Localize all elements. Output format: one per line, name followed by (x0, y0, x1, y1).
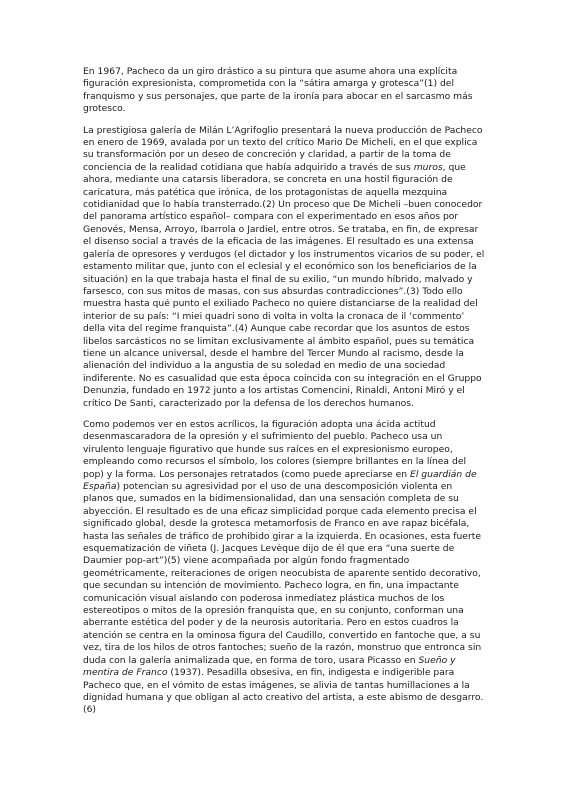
paragraph-2-italic-muros: muros (413, 161, 443, 173)
paragraph-3-text-a: Como podemos ver en estos acrílicos, la figuración adopta una ácida actitud desenmascaradora de la opresión y el sufrimiento del pueblo. Pacheco usa un virulento lenguaje figurativo que hunde sus raíces en el expresionismo europeo, empleando como recursos el símbolo, los colores (siempre brillantes en la línea del pop) y la forma. Los personajes retratados (como puede apreciarse en (83, 418, 467, 480)
paragraph-3 (83, 419, 485, 717)
paragraph-3-text-b: ) potencian su agresividad por el uso de una descomposición violenta en planos que, sumados en la bidimensionalidad, dan una sensación completa de su abyección. El resultado es de una eficaz simplicidad porque cada elemento precisa el significado global, desde la grotesca metamorfosis de Franco en ave rapaz bicéfala, hasta las señales de tráfico de prohibido girar a la izquierda. En ocasiones, esta fuerte esquematización de viñeta (J. Jacques Levèque dijo de él que era “una suerte de Daumier pop-art”)(5) viene acompañada por algún fondo fragmentado geométricamente, reiteraciones de origen neocubista de aparente sentido decorativo, que secundan su intención de movimiento. Pacheco logra, en fin, una impactante comunicación visual aislando con poderosa inmediatez plástica muchos de los estereotipos o mitos de la opresión franquista que, en su conjunto, conforman una aberrante estética del poder y de la neurosis autoritaria. Pero en estos cuadros la atención se centra en la ominosa figura del Caudillo, convertido en fantoche que, a su vez, tira de los hilos de otros fantoches; sueño de la razón, monstruo que entronca sin duda con la galería animalizada que, en forma de toro, usara Picasso en (83, 481, 482, 666)
paragraph-1 (83, 66, 485, 116)
paragraph-1-text: En 1967, Pacheco da un giro drástico a su pintura que asume ahora una explícita figuración expresionista, comprometida con la “sátira amarga y grotesca”(1) del franquismo y sus personajes, que parte de la ironía para abocar en el sarcasmo más grotesco. (83, 66, 473, 115)
paragraph-2 (83, 125, 485, 410)
paragraph-2-text-a: La prestigiosa galería de Milán L’Agrifoglio presentará la nueva producción de Pacheco en enero de 1969, avalada por un texto del crítico Mario De Micheli, en el que explica su transformación por un deseo de concreción y claridad, a partir de la toma de conciencia de la realidad cotidiana que había adquirido a través de sus (83, 124, 483, 173)
body-text (83, 66, 485, 726)
paragraph-3-text-c: (1937). Pesadilla obsesiva, en fin, indigesta e indigerible para Pacheco que, en el vómito de estas imágenes, se alivia de tantas humillaciones a la dignidad humana y que obligan al acto creativo del artista, a este abismo de desgarro.(6) (83, 667, 484, 716)
paragraph-2-text-b: , que ahora, mediante una catarsis liberadora, se concreta en una hostil figuración de caricatura, más patética que irónica, de los protagonistas de aquella mezquina cotidianidad que lo había transterrado.(2) Un proceso que De Micheli –buen conocedor del panorama artístico español– compara con el experimentado en esos años por Genovés, Mensa, Arroyo, Ibarrola o Jardiel, entre otros. Se trataba, en fin, de expresar el disenso social a través de la eficacia de las imágenes. El resultado es una extensa galería de opresores y verdugos (el dictador y los instrumentos vicarios de su poder, el estamento militar que, junto con el eclesial y el económico son los beneficiarios de la situación) en la que trabaja hasta el final de su exilio, “un mundo híbrido, malvado y farsesco, con sus mitos de masas, con sus absurdas contradicciones”.(3) Todo ello muestra hasta qué punto el exiliado Pacheco no quiere distanciarse de la realidad del interior de su país: “I miei quadri sono di volta in volta la cronaca de il ‘commento’ della vita del regime franquista”.(4) Aunque cabe recordar que los asuntos de estos libelos sarcásticos no se limitan exclusivamente al ámbito español, pues su temática tiene un alcance universal, desde el hambre del Tercer Mundo al racismo, desde la alienación del individuo a la angustia de su soledad en medio de una sociedad indiferente. No es casualidad que esta época coincida con su integración en el Gruppo Denunzia, fundado en 1972 junto a los artistas Comencini, Rinaldi, Antoni Miró y el crítico De Santi, caracterizado por la defensa de los derechos humanos. (83, 161, 485, 409)
paragraph-3-italic-guardian: El guardián de España (83, 468, 477, 492)
paragraph-3-italic-sueno: Sueño y mentira de Franco (83, 654, 456, 679)
